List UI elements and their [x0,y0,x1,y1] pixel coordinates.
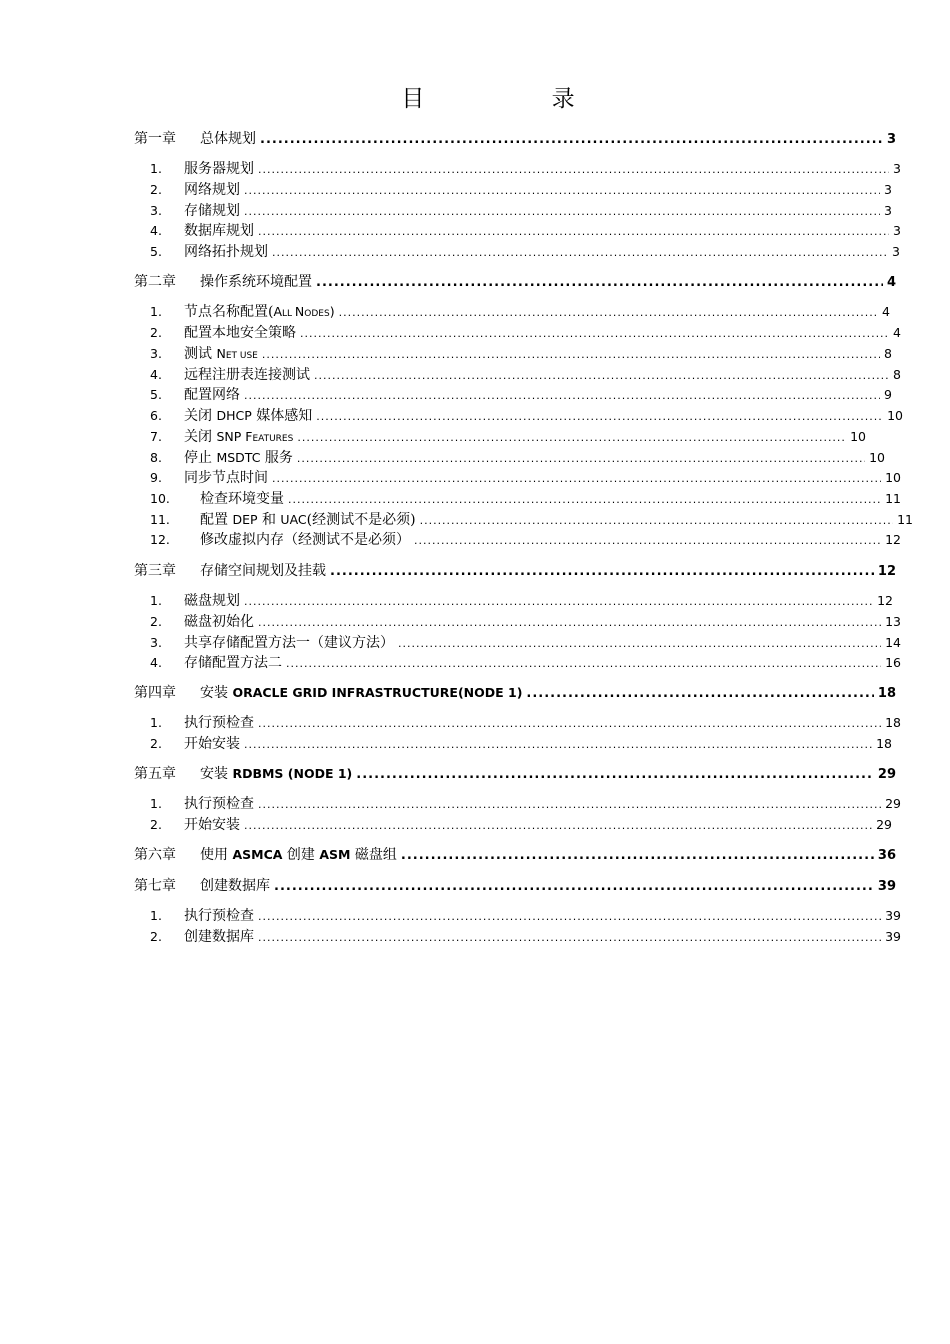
chapter-title: 创建数据库 [200,878,270,894]
dot-leader [414,532,881,550]
page-number: 12 [877,564,896,579]
entry-number: 2. [150,929,162,944]
page-number: 18 [877,686,896,701]
entry-number: 9. [150,470,162,485]
page-number: 39 [885,908,901,923]
toc-entry[interactable] [150,324,901,343]
toc-chapter-3[interactable] [134,562,896,581]
toc-entry[interactable] [150,345,892,365]
entry-title: 远程注册表连接测试 [184,367,310,383]
entry-title: 配置 DEP 和 UAC(经测试不是必须) [200,512,416,528]
toc-entry[interactable] [150,613,901,632]
toc-entry[interactable] [150,386,892,405]
page-number: 10 [887,408,903,423]
dot-leader [244,387,880,405]
page-number: 10 [869,450,885,465]
dot-leader [258,796,881,814]
toc-entry[interactable] [150,469,901,488]
chapter-number: 第二章 [134,274,176,290]
entry-number: 1. [150,161,162,176]
page-number: 10 [850,429,866,444]
dot-leader [330,563,874,581]
page-number: 3 [892,244,900,259]
dot-leader [258,614,881,632]
entry-title: 网络拓扑规划 [184,244,268,260]
entry-title: 开始安装 [184,736,240,752]
entry-title: 节点名称配置(ALL NODES) [184,304,335,320]
toc-chapter-1[interactable] [134,130,896,149]
toc-entry[interactable] [150,511,913,530]
toc-entry[interactable] [150,490,901,509]
entry-number: 1. [150,304,162,319]
dot-leader [244,593,873,611]
chapter-number: 第一章 [134,131,176,147]
chapter-number: 第六章 [134,847,176,863]
toc-entry[interactable] [150,366,901,385]
toc-entry[interactable] [150,907,901,926]
entry-title: 执行预检查 [184,908,254,924]
dot-leader [258,929,881,947]
page-number: 4 [886,275,896,290]
dot-leader [297,450,865,468]
entry-number: 8. [150,450,162,465]
toc-entry[interactable] [150,181,892,200]
page-number: 4 [882,304,890,319]
entry-number: 2. [150,614,162,629]
toc-entry[interactable] [150,303,890,323]
entry-title: 存储配置方法二 [184,655,282,671]
dot-leader [316,408,883,426]
dot-leader [244,817,872,835]
entry-number: 2. [150,817,162,832]
toc-entry[interactable] [150,160,901,179]
page-number: 18 [885,715,901,730]
entry-number: 4. [150,655,162,670]
dot-leader [288,491,881,509]
dot-leader [297,429,846,447]
entry-title: 网络规划 [184,182,240,198]
toc-chapter-6[interactable] [134,846,896,865]
toc-entry[interactable] [150,407,903,426]
entry-title: 同步节点时间 [184,470,268,486]
entry-number: 2. [150,736,162,751]
dot-leader [258,161,889,179]
chapter-title: 使用 ASMCA 创建 ASM 磁盘组 [200,847,397,863]
dot-leader [260,131,883,149]
dot-leader [300,325,889,343]
entry-number: 12. [150,532,170,547]
toc-entry[interactable] [150,928,901,947]
dot-leader [356,766,874,784]
chapter-number: 第三章 [134,563,176,579]
page-number: 3 [884,203,892,218]
chapter-number: 第四章 [134,685,176,701]
entry-number: 3. [150,203,162,218]
entry-title: 执行预检查 [184,796,254,812]
chapter-title: 操作系统环境配置 [200,274,312,290]
dot-leader [401,847,874,865]
toc-entry[interactable] [150,202,892,221]
entry-title: 开始安装 [184,817,240,833]
page-number: 39 [885,929,901,944]
dot-leader [244,203,880,221]
dot-leader [258,715,881,733]
entry-number: 2. [150,182,162,197]
entry-title: 磁盘初始化 [184,614,254,630]
page-number: 12 [885,532,901,547]
dot-leader [272,470,881,488]
dot-leader [286,655,881,673]
entry-number: 1. [150,796,162,811]
dot-leader [316,274,883,292]
toc-entry[interactable] [150,735,892,754]
entry-title: 关闭 SNP FEATURES [184,429,294,445]
toc-entry[interactable] [150,634,901,653]
page-number: 9 [884,387,892,402]
dot-leader [272,244,888,262]
page-number: 36 [877,848,896,863]
page-number: 3 [886,132,896,147]
dot-leader [420,512,894,530]
entry-number: 5. [150,244,162,259]
entry-number: 4. [150,223,162,238]
page-number: 3 [893,223,901,238]
toc-entry[interactable] [150,222,901,241]
entry-number: 4. [150,367,162,382]
toc-entry[interactable] [150,795,901,814]
toc-chapter-2[interactable] [134,273,896,292]
page-number: 11 [897,512,913,527]
dot-leader [526,685,873,703]
page-number: 29 [876,817,892,832]
page-number: 11 [885,491,901,506]
page-number: 10 [885,470,901,485]
toc-entry[interactable] [150,531,901,550]
toc-entry[interactable] [150,428,866,448]
chapter-number: 第七章 [134,878,176,894]
entry-number: 3. [150,346,162,361]
page-number: 8 [884,346,892,361]
entry-title: 配置本地安全策略 [184,325,296,341]
entry-number: 1. [150,908,162,923]
page-title: 目 录 [401,86,635,112]
toc-chapter-7[interactable] [134,877,896,896]
toc-entry[interactable] [150,654,901,673]
toc-chapter-4[interactable] [134,684,896,703]
entry-title: 执行预检查 [184,715,254,731]
dot-leader [244,182,880,200]
page-number: 4 [893,325,901,340]
entry-title: 磁盘规划 [184,593,240,609]
page-number: 29 [877,767,896,782]
chapter-number: 第五章 [134,766,176,782]
entry-title: 共享存储配置方法一（建议方法） [184,635,394,651]
entry-number: 7. [150,429,162,444]
entry-title: 配置网络 [184,387,240,403]
chapter-title: 存储空间规划及挂载 [200,563,326,579]
toc-entry[interactable] [150,592,893,611]
dot-leader [274,878,874,896]
dot-leader [314,367,889,385]
page-number: 29 [885,796,901,811]
entry-title: 服务器规划 [184,161,254,177]
dot-leader [339,304,878,322]
entry-title: 修改虚拟内存（经测试不是必须） [200,532,410,548]
chapter-title: 安装 RDBMS (NODE 1) [200,766,353,782]
entry-title: 检查环境变量 [200,491,284,507]
entry-title: 停止 MSDTC 服务 [184,450,293,466]
page-number: 39 [877,879,896,894]
toc-chapter-5[interactable] [134,765,896,784]
page-number: 3 [893,161,901,176]
entry-number: 10. [150,491,170,506]
entry-number: 5. [150,387,162,402]
entry-title: 数据库规划 [184,223,254,239]
entry-number: 1. [150,593,162,608]
entry-number: 3. [150,635,162,650]
entry-number: 6. [150,408,162,423]
chapter-title: 安装 ORACLE GRID INFRASTRUCTURE(NODE 1) [200,685,523,701]
entry-title: 测试 NET USE [184,346,258,362]
dot-leader [398,635,881,653]
chapter-title: 总体规划 [200,131,256,147]
page-number: 18 [876,736,892,751]
dot-leader [244,736,872,754]
entry-title: 存储规划 [184,203,240,219]
toc-entry[interactable] [150,449,885,468]
page-number: 16 [885,655,901,670]
toc-entry[interactable] [150,816,892,835]
toc-entry[interactable] [150,714,901,733]
entry-title: 创建数据库 [184,929,254,945]
dot-leader [262,346,880,364]
page-number: 14 [885,635,901,650]
page-number: 13 [885,614,901,629]
dot-leader [258,908,881,926]
entry-title: 关闭 DHCP 媒体感知 [184,408,313,424]
dot-leader [258,223,889,241]
page-number: 8 [893,367,901,382]
toc-entry[interactable] [150,243,900,262]
entry-number: 11. [150,512,170,527]
entry-number: 1. [150,715,162,730]
entry-number: 2. [150,325,162,340]
page-number: 12 [877,593,893,608]
page-number: 3 [884,182,892,197]
